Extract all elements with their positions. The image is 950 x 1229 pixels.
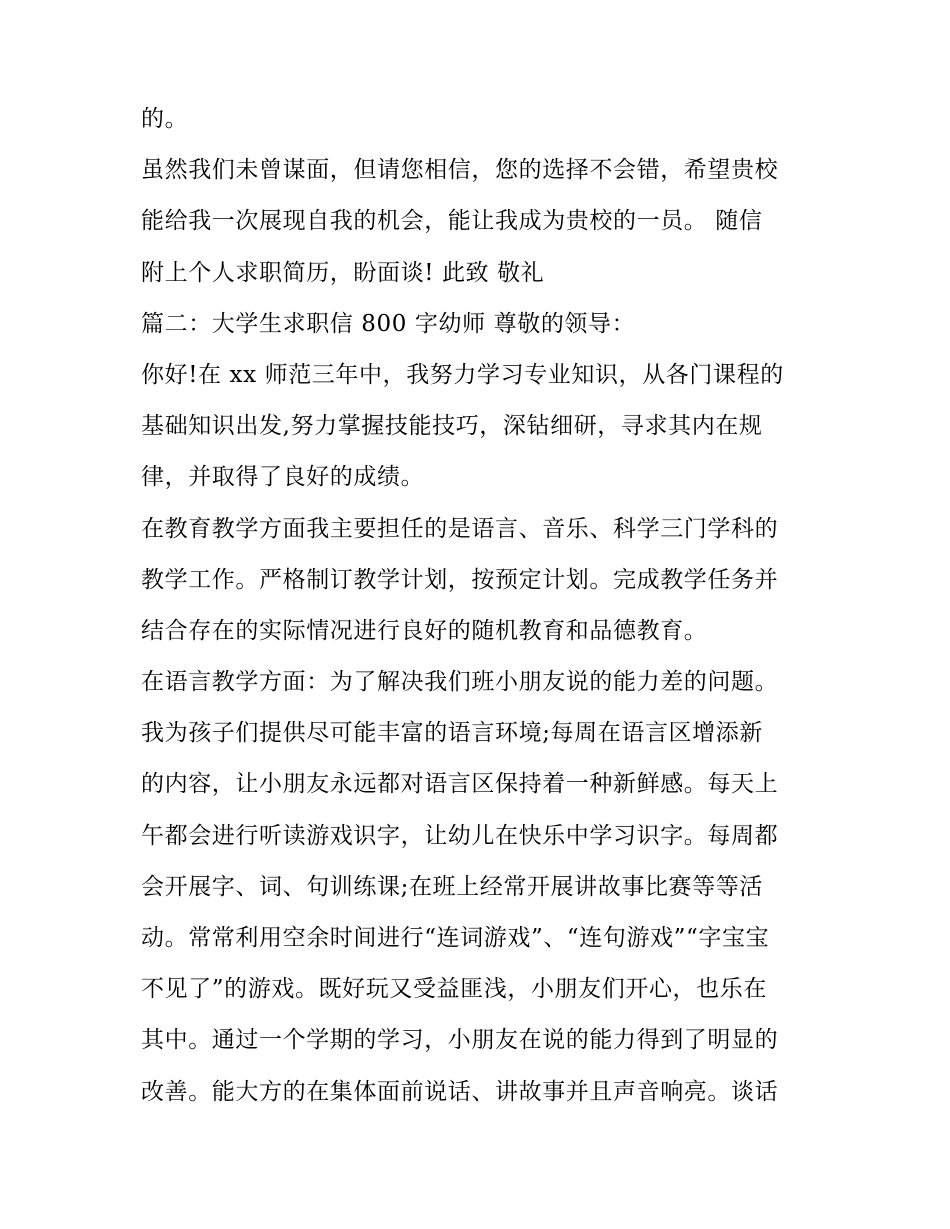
text-line: 你好!在 xx 师范三年中，我努力学习专业知识，从各门课程的 [141, 361, 784, 388]
text-line: 的。 [141, 106, 189, 132]
text-line: 结合存在的实际情况进行良好的随机教育和品德教育。 [141, 617, 708, 644]
document-body [141, 108, 813, 1132]
section-heading-line: 篇二：大学生求职信 800 字幼师 尊敬的领导： [141, 310, 636, 337]
text-line: 其中。通过一个学期的学习，小朋友在说的能力得到了明显的 [141, 1027, 779, 1054]
text-line: 能给我一次展现自我的机会，能让我成为贵校的一员。 随信 [141, 208, 763, 235]
text-line: 我为孩子们提供尽可能丰富的语言环境;每周在语言区增添新 [141, 720, 763, 747]
text-line: 改善。能大方的在集体面前说话、讲故事并且声音响亮。谈话 [141, 1078, 779, 1105]
text-line: 午都会进行听读游戏识字，让幼儿在快乐中学习识字。每周都 [141, 822, 779, 849]
text-line: 教学工作。严格制订教学计划，按预定计划。完成教学任务并 [141, 566, 779, 593]
text-line: 动。常常利用空余时间进行“连词游戏”、“连句游戏”“字宝宝 [141, 925, 770, 951]
text-line: 不见了”的游戏。既好玩又受益匪浅，小朋友们开心，也乐在 [141, 976, 767, 1003]
text-line: 虽然我们未曾谋面，但请您相信，您的选择不会错，希望贵校 [141, 157, 779, 184]
text-line: 在教育教学方面我主要担任的是语言、音乐、科学三门学科的 [141, 515, 779, 542]
text-line: 律，并取得了良好的成绩。 [141, 464, 425, 491]
text-line: 附上个人求职简历，盼面谈! 此致 敬礼 [141, 259, 545, 286]
text-line: 在语言教学方面：为了解决我们班小朋友说的能力差的问题。 [141, 669, 779, 696]
text-line: 的内容，让小朋友永远都对语言区保持着一种新鲜感。每天上 [141, 771, 779, 798]
text-line: 基础知识出发,努力掌握技能技巧，深钻细研，寻求其内在规 [141, 413, 763, 440]
text-line: 会开展字、词、句训练课;在班上经常开展讲故事比赛等等活 [141, 873, 763, 900]
